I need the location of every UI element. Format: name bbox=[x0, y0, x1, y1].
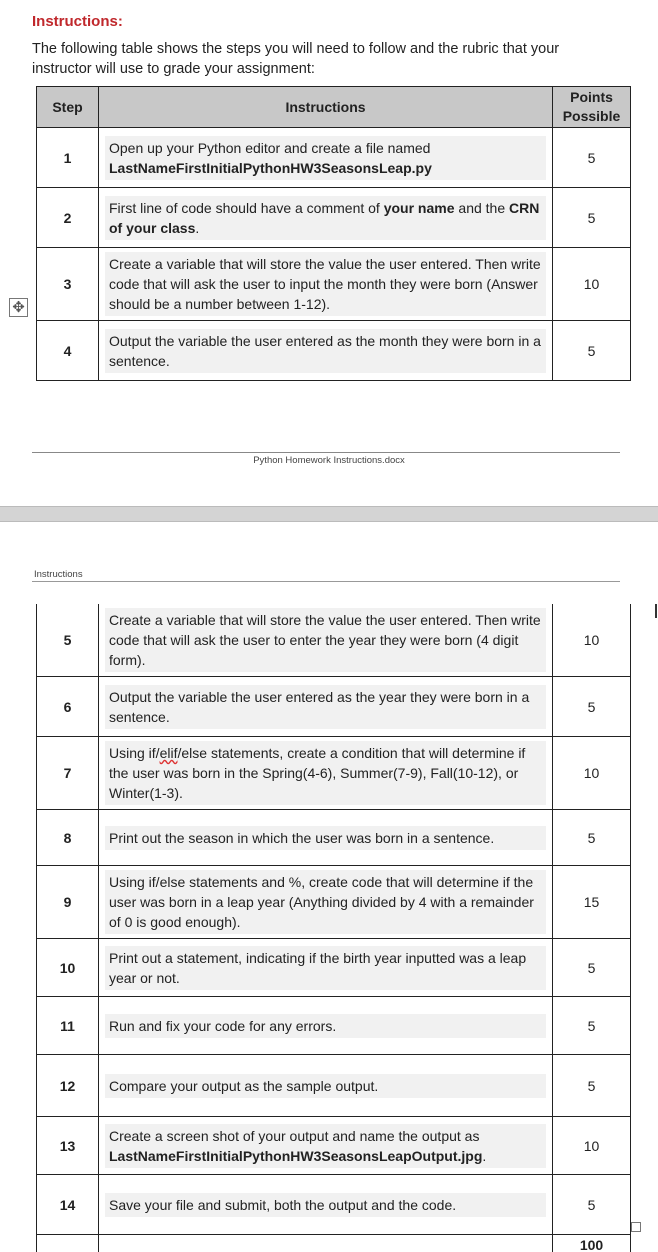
step-instructions: Print out a statement, indicating if the birth year inputted was a leap year or not. bbox=[99, 939, 553, 997]
step-number: 8 bbox=[37, 810, 99, 866]
table-row bbox=[37, 939, 631, 997]
step-instructions: Print out the season in which the user was born in a sentence. bbox=[99, 810, 553, 866]
total-step-cell bbox=[37, 1235, 99, 1252]
table-row bbox=[37, 737, 631, 810]
instructions-heading: Instructions: bbox=[32, 13, 123, 30]
step-points: 5 bbox=[553, 997, 631, 1055]
table-header-row bbox=[37, 87, 631, 128]
page-footer: Python Homework Instructions.docx bbox=[253, 455, 405, 466]
step-instructions: Run and fix your code for any errors. bbox=[99, 997, 553, 1055]
step-points: 10 bbox=[553, 1117, 631, 1175]
step-points: 5 bbox=[553, 321, 631, 381]
step-points: 5 bbox=[553, 128, 631, 188]
text-cursor-mark bbox=[655, 604, 657, 618]
step-instructions: Create a variable that will store the value the user entered. Then write code that will ask the user to input the month they were born (Answer should be a number between 1-12). bbox=[99, 248, 553, 321]
table-row bbox=[37, 248, 631, 321]
step-number: 9 bbox=[37, 866, 99, 939]
table-row bbox=[37, 321, 631, 381]
step-instructions: Using if/else statements and %, create code that will determine if the user was born in a leap year (Anything divided by 4 with a remainder of 0 is good enough). bbox=[99, 866, 553, 939]
rubric-table-page1 bbox=[36, 86, 631, 381]
table-row bbox=[37, 866, 631, 939]
step-points: 5 bbox=[553, 810, 631, 866]
step-number: 2 bbox=[37, 188, 99, 248]
step-instructions: Output the variable the user entered as the month they were born in a sentence. bbox=[99, 321, 553, 381]
step-points: 5 bbox=[553, 939, 631, 997]
total-row bbox=[37, 1235, 631, 1252]
step-number: 7 bbox=[37, 737, 99, 810]
step-number: 11 bbox=[37, 997, 99, 1055]
step-number: 4 bbox=[37, 321, 99, 381]
table-row bbox=[37, 677, 631, 737]
footer-divider bbox=[32, 452, 620, 453]
table-row bbox=[37, 997, 631, 1055]
step-points: 10 bbox=[553, 737, 631, 810]
total-points: 100 bbox=[553, 1235, 631, 1252]
step-instructions: Save your file and submit, both the output and the code. bbox=[99, 1175, 553, 1235]
step-instructions: Create a screen shot of your output and name the output as LastNameFirstInitialPythonHW3SeasonsLeapOutput.jpg. bbox=[99, 1117, 553, 1175]
table-move-handle-icon[interactable]: ✥ bbox=[9, 298, 28, 317]
intro-paragraph: The following table shows the steps you will need to follow and the rubric that your instructor will use to grade your assignment: bbox=[32, 41, 560, 77]
step-points: 5 bbox=[553, 677, 631, 737]
total-instructions-cell bbox=[99, 1235, 553, 1252]
step-number: 12 bbox=[37, 1055, 99, 1117]
table-row bbox=[37, 128, 631, 188]
table-row bbox=[37, 1175, 631, 1235]
header-divider bbox=[32, 581, 620, 582]
step-number: 13 bbox=[37, 1117, 99, 1175]
step-points: 5 bbox=[553, 1175, 631, 1235]
table-row bbox=[37, 604, 631, 677]
step-number: 1 bbox=[37, 128, 99, 188]
step-number: 14 bbox=[37, 1175, 99, 1235]
table-row bbox=[37, 1117, 631, 1175]
step-points: 5 bbox=[553, 188, 631, 248]
header-step: Step bbox=[37, 87, 99, 128]
step-instructions: Open up your Python editor and create a file named LastNameFirstInitialPythonHW3SeasonsLeap.py bbox=[99, 128, 553, 188]
step-number: 6 bbox=[37, 677, 99, 737]
step-instructions: Create a variable that will store the value the user entered. Then write code that will ask the user to enter the year they were born (4 digit form). bbox=[99, 604, 553, 677]
step-instructions: First line of code should have a comment of your name and the CRN of your class. bbox=[99, 188, 553, 248]
step-instructions: Output the variable the user entered as the year they were born in a sentence. bbox=[99, 677, 553, 737]
rubric-table-page2 bbox=[36, 604, 631, 1252]
step-points: 10 bbox=[553, 604, 631, 677]
step-number: 3 bbox=[37, 248, 99, 321]
step-points: 15 bbox=[553, 866, 631, 939]
step-instructions: Using if/elif/else statements, create a condition that will determine if the user was born in the Spring(4-6), Summer(7-9), Fall(10-12), or Winter(1-3). bbox=[99, 737, 553, 810]
page-break-gap bbox=[0, 506, 658, 522]
page-header: Instructions bbox=[34, 569, 83, 580]
step-number: 10 bbox=[37, 939, 99, 997]
table-row bbox=[37, 810, 631, 866]
table-row bbox=[37, 1055, 631, 1117]
header-instructions: Instructions bbox=[99, 87, 553, 128]
step-points: 10 bbox=[553, 248, 631, 321]
header-points: Points Possible bbox=[553, 87, 631, 128]
table-resize-handle-icon[interactable] bbox=[631, 1222, 641, 1232]
step-number: 5 bbox=[37, 604, 99, 677]
table-row bbox=[37, 188, 631, 248]
step-instructions: Compare your output as the sample output. bbox=[99, 1055, 553, 1117]
step-points: 5 bbox=[553, 1055, 631, 1117]
